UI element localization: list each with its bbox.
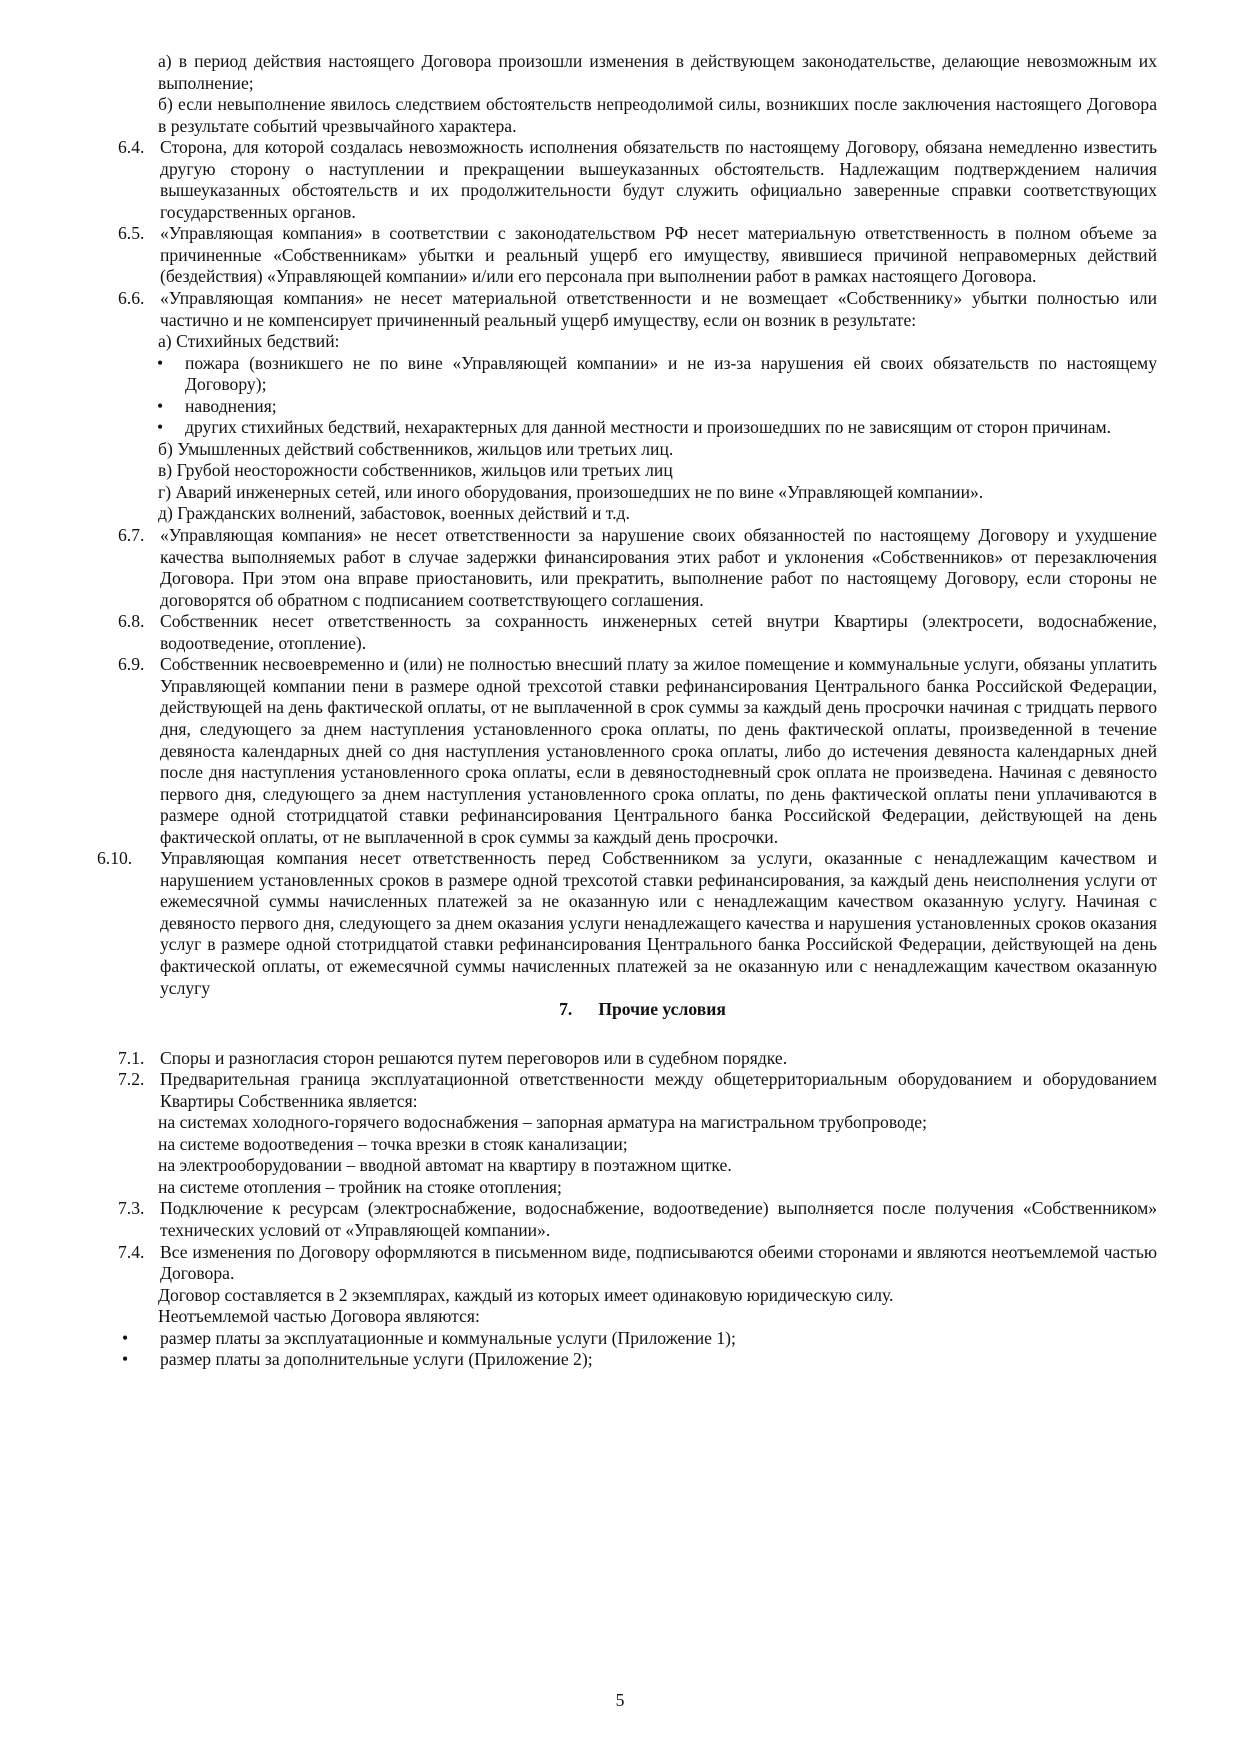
sub-d-civil-unrest: д) Гражданских волнений, забастовок, военных действий и т.д. bbox=[158, 503, 630, 524]
clause-text: Собственник несет ответственность за сохранность инженерных сетей внутри Квартиры (электросети, водоснабжение, водоотведение, отопление). bbox=[160, 611, 1157, 653]
clause-number: 6.10. bbox=[97, 848, 133, 869]
clause-number: 6.5. bbox=[118, 223, 145, 244]
attachment-item-1 bbox=[122, 1327, 1157, 1350]
clause-7-4 bbox=[118, 1241, 1157, 1285]
page-number: 5 bbox=[615, 1690, 625, 1710]
clause-number: 6.9. bbox=[118, 654, 145, 675]
clause-number: 6.7. bbox=[118, 525, 145, 546]
sub-a-natural-disasters: а) Стихийных бедствий: bbox=[158, 331, 340, 352]
list-item-flood bbox=[157, 395, 1157, 418]
copies-statement: Договор составляется в 2 экземплярах, каждый из которых имеет одинаковую юридическую силу. bbox=[158, 1284, 894, 1305]
clause-number: 6.6. bbox=[118, 288, 145, 309]
sub-v-negligence: в) Грубой неосторожности собственников, жильцов или третьих лиц bbox=[158, 460, 673, 481]
list-item-text: размер платы за эксплуатационные и коммунальные услуги (Приложение 1); bbox=[160, 1327, 736, 1348]
clause-text: «Управляющая компания» в соответствии с законодательством РФ несет материальную ответственность в полном объеме за причиненные «Собственникам» убытки и реальный ущерб его имуществу, явившиеся причиной неправомерных действий (бездействия) «Управляющей компании» и/или его персонала при выполнении работ в рамках настоящего Договора. bbox=[160, 223, 1157, 287]
boundary-electrical: на электрооборудовании – вводной автомат на квартиру в поэтажном щитке. bbox=[158, 1155, 732, 1176]
clause-7-2 bbox=[118, 1069, 1157, 1112]
clause-text: «Управляющая компания» не несет материальной ответственности и не возмещает «Собственнику» убытки полностью или частично и не компенсирует причиненный реальный ущерб имуществу, если он возник в результате: bbox=[160, 288, 1157, 330]
bullet-icon: • bbox=[122, 1349, 129, 1370]
clause-a-text: а) в период действия настоящего Договора произошли изменения в действующем законодательстве, делающие невозможным их выполнение; bbox=[158, 51, 1157, 93]
sub-b-intentional: б) Умышленных действий собственников, жильцов или третьих лиц. bbox=[158, 438, 674, 459]
list-item-text: других стихийных бедствий, нехарактерных для данной местности и произошедших по не зависящим от сторон причинам. bbox=[185, 417, 1112, 438]
clause-number: 6.4. bbox=[118, 137, 145, 158]
list-item-other-disasters bbox=[157, 417, 1157, 439]
clause-6-9 bbox=[118, 654, 1157, 848]
clause-text: «Управляющая компания» не несет ответственности за нарушение своих обязанностей по настоящему Договору и ухудшение качества выполняемых работ в случае задержки финансирования этих работ и уклонения «Собственников» от перезаключения Договора. При этом она вправе приостановить, или прекратить, выполнение работ по настоящему Договору, если стороны не договорятся об обратном с подписанием соответствующего соглашения. bbox=[160, 525, 1157, 610]
clause-text: Предварительная граница эксплуатационной ответственности между общетерриториальным оборудованием и оборудованием Квартиры Собственника является: bbox=[160, 1069, 1157, 1111]
clause-b-text: б) если невыполнение явилось следствием обстоятельств непреодолимой силы, возникших после заключения настоящего Договора в результате событий чрезвычайного характера. bbox=[158, 94, 1157, 136]
bullet-icon: • bbox=[157, 352, 164, 373]
sub-g-accidents: г) Аварий инженерных сетей, или иного оборудования, произошедших не по вине «Управляющей компании». bbox=[158, 481, 984, 502]
clause-number: 7.4. bbox=[118, 1241, 145, 1262]
clause-number: 7.2. bbox=[118, 1069, 145, 1090]
section-7-heading bbox=[0, 999, 1240, 1021]
clause-text: Управляющая компания несет ответственность перед Собственником за услуги, оказанные с ненадлежащим качеством и нарушением установленных сроков в размере одной трехсотой ставки рефинансирования, за каждый день неисполнения услуги от ежемесячной суммы начисленных платежей за не оказанную или с ненадлежащим качеством оказанную услугу. Начиная с девяносто первого дня, следующего за днем оказания услуги ненадлежащего качества и нарушения установленных сроков оказания услуг в размере одной стотридцатой ставки рефинансирования Центрального банка Российской Федерации, действующей на день фактической оплаты, от ежемесячной суммы начисленных платежей за не оказанную или с ненадлежащим качеством оказанную услугу bbox=[160, 848, 1157, 998]
bullet-icon: • bbox=[157, 417, 164, 438]
clause-number: 6.8. bbox=[118, 611, 145, 632]
clause-text: Все изменения по Договору оформляются в письменном виде, подписываются обеими сторонами и являются неотъемлемой частью Договора. bbox=[160, 1241, 1157, 1284]
clause-text: Собственник несвоевременно и (или) не полностью внесший плату за жилое помещение и коммунальные услуги, обязаны уплатить Управляющей компании пени в размере одной трехсотой ставки рефинансирования Центрального банка Российской Федерации, действующей на день фактической оплаты, от не выплаченной в срок суммы за каждый день просрочки начиная с тридцать первого дня, следующего за днем наступления установленного срока оплаты, по день фактической оплаты, произведенной в течение девяноста календарных дней со дня наступления установленного срока оплаты, либо до истечения девяноста календарных дней после дня наступления установленного срока оплаты, если в девяностодневный срок оплата не произведена. Начиная с девяносто первого дня, следующего за днем наступления установленного срока оплаты, по день фактической оплаты пени уплачиваются в размере одной стотридцатой ставки рефинансирования Центрального банка Российской Федерации, действующей на день фактической оплаты, от не выплаченной в срок суммы за каждый день просрочки. bbox=[160, 654, 1157, 847]
section-number: 7. bbox=[559, 999, 573, 1020]
boundary-drainage: на системе водоотведения – точка врезки в стояк канализации; bbox=[158, 1133, 628, 1154]
list-item-fire bbox=[157, 352, 1157, 396]
list-item-text: наводнения; bbox=[185, 395, 277, 416]
page-content bbox=[0, 51, 1240, 1371]
clause-text: Сторона, для которой создалась невозможность исполнения обязательств по настоящему Договору, обязана немедленно известить другую сторону о наступлении и прекращении вышеуказанных обстоятельств. Надлежащим подтверждением наличия вышеуказанных обстоятельств и их продолжительности будут служить официально заверенные справки соответствующих государственных органов. bbox=[160, 137, 1157, 222]
clause-6-6 bbox=[118, 288, 1157, 331]
list-item-text: пожара (возникшего не по вине «Управляющей компании» и не из-за нарушения ей своих обязательств по настоящему Договору); bbox=[185, 352, 1157, 395]
bullet-icon: • bbox=[122, 1327, 129, 1348]
clause-6-8 bbox=[118, 611, 1157, 654]
clause-6-7 bbox=[118, 525, 1157, 611]
clause-text: Споры и разногласия сторон решаются путем переговоров или в судебном порядке. bbox=[160, 1047, 788, 1068]
clause-text: Подключение к ресурсам (электроснабжение, водоснабжение, водоотведение) выполняется после получения «Собственником» технических условий от «Управляющей компании». bbox=[160, 1198, 1157, 1240]
bullet-icon: • bbox=[157, 395, 164, 416]
attachment-item-2 bbox=[122, 1349, 1157, 1371]
clause-6-4 bbox=[118, 137, 1157, 223]
boundary-water-supply: на системах холодного-горячего водоснабжения – запорная арматура на магистральном трубопроводе; bbox=[158, 1112, 927, 1133]
clause-number: 7.1. bbox=[118, 1047, 145, 1068]
clause-7-3 bbox=[118, 1198, 1157, 1241]
section-title: Прочие условия bbox=[598, 999, 726, 1020]
boundary-heating: на системе отопления – тройник на стояке отопления; bbox=[158, 1176, 562, 1197]
clause-7-1 bbox=[118, 1047, 1157, 1070]
clause-6-10 bbox=[97, 848, 1157, 999]
clause-6-5 bbox=[118, 223, 1157, 288]
clause-number: 7.3. bbox=[118, 1198, 145, 1219]
attachments-intro: Неотъемлемой частью Договора являются: bbox=[158, 1306, 480, 1327]
list-item-text: размер платы за дополнительные услуги (Приложение 2); bbox=[160, 1349, 593, 1370]
